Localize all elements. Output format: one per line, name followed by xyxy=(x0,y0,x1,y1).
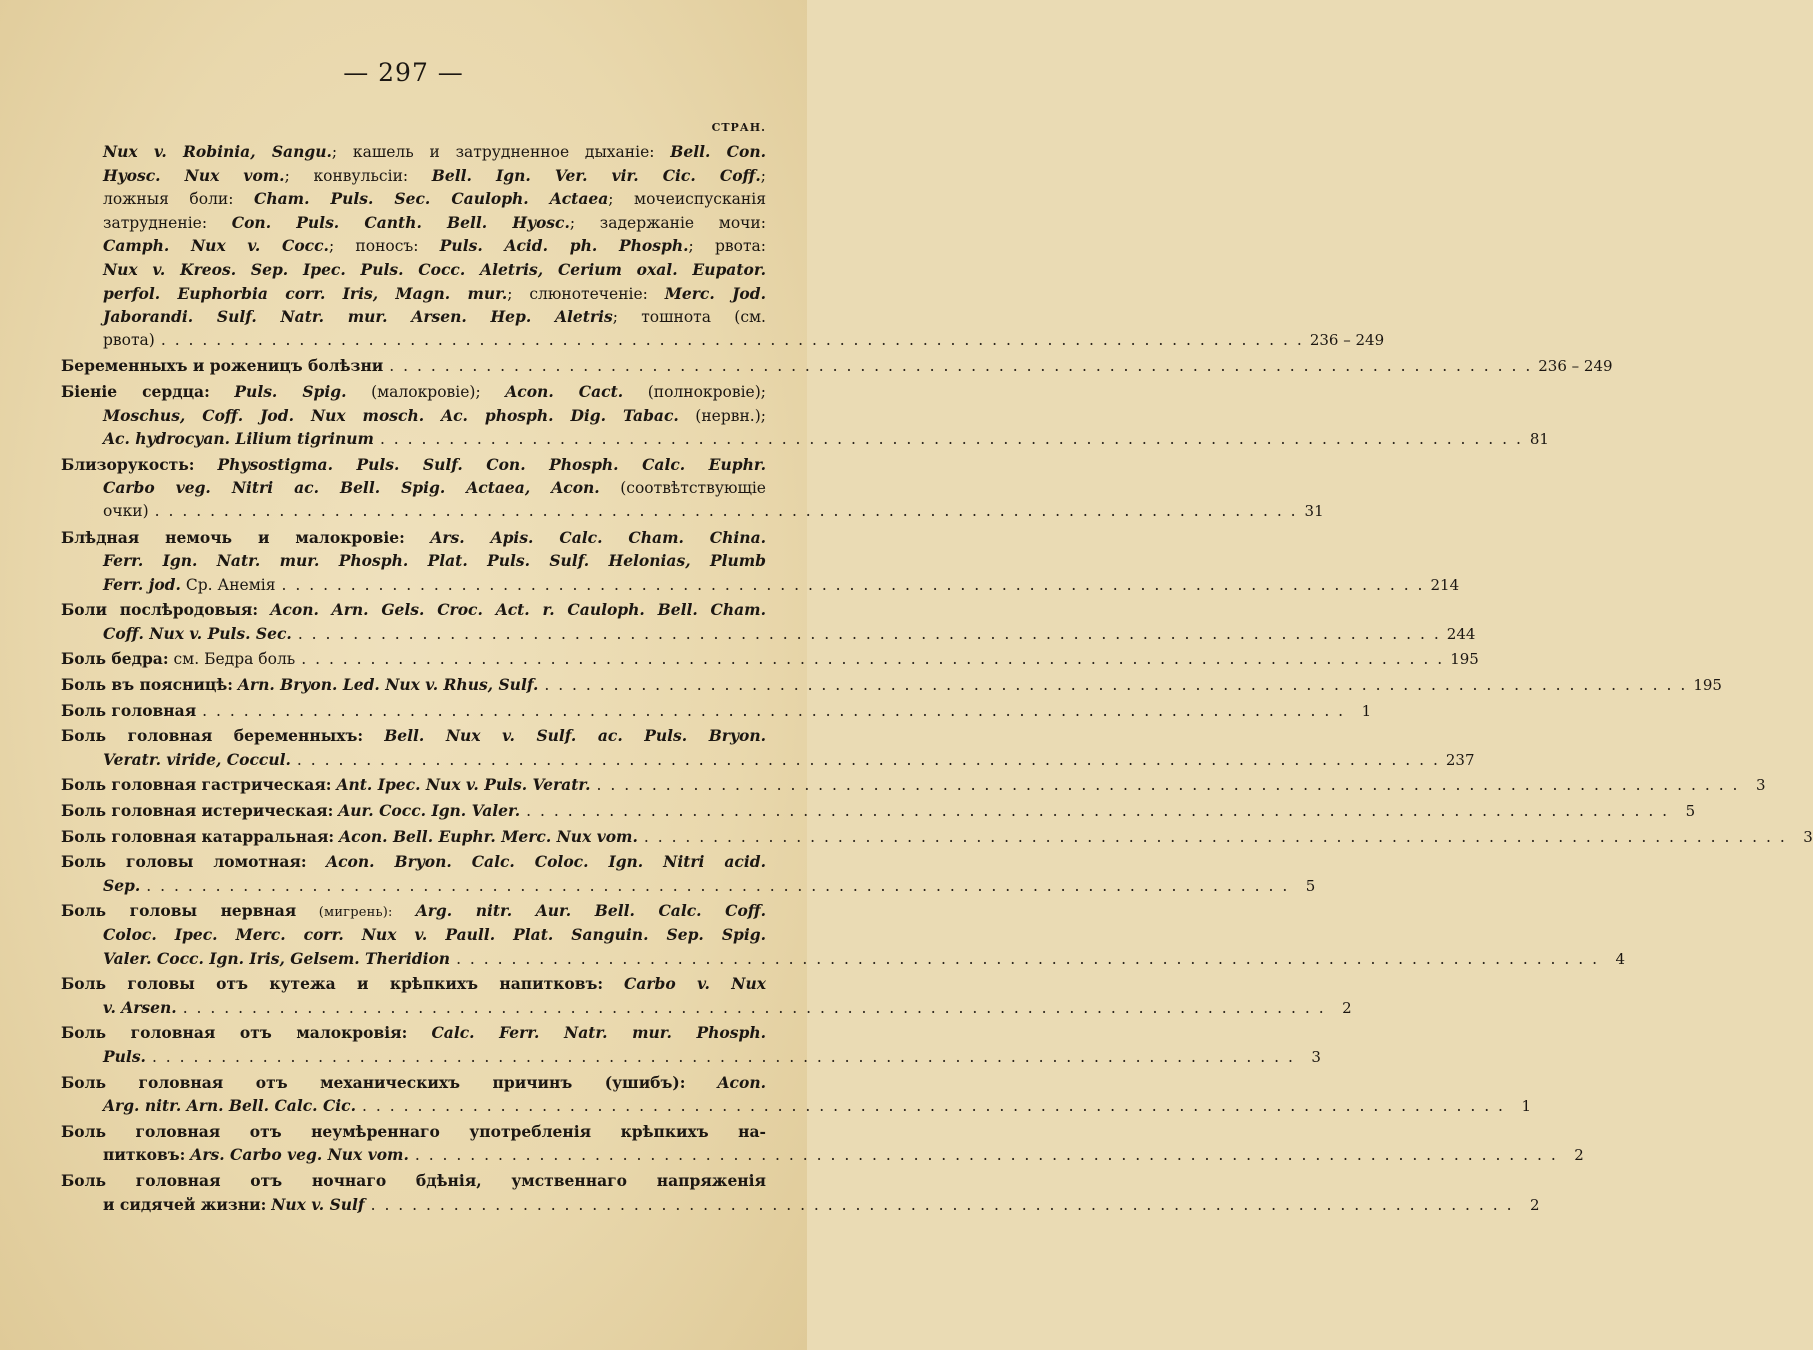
entry-remedies: Jaborandi. Sulf. Natr. mur. Arsen. Hep. Aletris; тошнота (см. xyxy=(103,307,766,327)
entry-text xyxy=(61,354,383,379)
entry-line xyxy=(61,282,766,306)
page-reference: 31 xyxy=(1304,501,1324,520)
entry-heading: Боль головы ломотная: xyxy=(61,852,307,872)
entry-heading: Боль головная истерическая: xyxy=(61,801,334,821)
page-reference: 5 xyxy=(1685,802,1696,821)
page-reference: 2 xyxy=(1342,998,1352,1017)
entry-text xyxy=(61,1169,766,1194)
entry-heading: и сидячей жизни: xyxy=(103,1194,267,1214)
entry-remedies: Moschus, Coff. Jod. Nux mosch. Ac. phosph. Dig. Tabac. (нервн.); xyxy=(103,405,766,425)
entry-text xyxy=(61,724,766,749)
entry-heading: Боль головная отъ малокровія: xyxy=(61,1023,408,1043)
entry-remedies: perfol. Euphorbia corr. Iris, Magn. mur.; слюнотеченіе: Merc. Jod. xyxy=(103,283,766,303)
page-reference: 236 – 249 xyxy=(1309,330,1385,349)
page-reference: 236 – 249 xyxy=(1538,357,1613,376)
dot-leader xyxy=(183,997,1326,1021)
page-reference: 2 xyxy=(1530,1195,1540,1214)
entry-line xyxy=(61,622,1476,646)
entry-remedies: Hyosc. Nux vom.; конвульсіи: Bell. Ign. Ver. vir. Cic. Coff.; xyxy=(103,165,767,185)
entry-line xyxy=(61,1021,766,1045)
entry-remedies: Puls. Spig. (малокровіе); Acon. Cact. (полнокровіе); xyxy=(234,381,766,401)
entry-text xyxy=(103,549,766,574)
entry-text xyxy=(103,748,291,773)
page-reference: 4 xyxy=(1615,949,1626,968)
entry-line xyxy=(61,799,1696,823)
index-entry xyxy=(61,647,1479,671)
dot-leader xyxy=(415,1144,1558,1168)
entry-heading: Боль головная отъ ночнаго бдѣнія, умственнаго напряженія xyxy=(61,1170,766,1190)
entry-remedies: ложныя боли: Cham. Puls. Sec. Cauloph. Actaea; мочеиспусканія xyxy=(103,189,766,209)
entry-line xyxy=(61,1045,1321,1069)
dot-leader xyxy=(544,674,1687,698)
page-reference: 237 xyxy=(1445,750,1475,769)
entry-line xyxy=(61,404,766,428)
entry-text xyxy=(103,1094,356,1119)
entry-text xyxy=(61,380,766,405)
entry-heading: Боль бедра: xyxy=(61,649,169,669)
index-entry xyxy=(61,598,1476,645)
entry-remedies: Camph. Nux v. Cocc.; поносъ: Puls. Acid. ph. Phosph.; рвота: xyxy=(103,236,766,256)
index-entry xyxy=(61,526,1460,597)
entry-line xyxy=(61,164,766,188)
page-reference: 214 xyxy=(1430,575,1460,594)
entry-remedies: Nux v. Sulf xyxy=(271,1194,365,1214)
entry-line xyxy=(61,234,766,258)
entry-remedies: v. Arsen. xyxy=(103,997,177,1017)
entry-heading: Близорукость: xyxy=(61,454,195,474)
entry-remedies: Carbo v. Nux xyxy=(624,974,766,994)
entry-heading: Боли послѣродовыя: xyxy=(61,600,259,620)
entry-heading: Беременныхъ и роженицъ болѣзни xyxy=(61,356,384,376)
entry-text xyxy=(103,1045,146,1070)
entry-line xyxy=(61,923,766,947)
entry-remedies: Acon. Bryon. Calc. Coloc. Ign. Nitri acid. xyxy=(326,852,766,872)
entry-heading: Блѣдная немочь и малокровіе: xyxy=(61,527,405,547)
entry-remedies: Ars. Apis. Calc. Cham. China. xyxy=(430,527,767,547)
entry-line xyxy=(61,427,1549,451)
entry-remedies: Calc. Ferr. Natr. mur. Phosph. xyxy=(431,1023,767,1043)
entry-text xyxy=(61,453,766,478)
index-entry xyxy=(61,773,1766,797)
entry-remedies: Coloc. Ipec. Merc. corr. Nux v. Paull. Plat. Sanguin. Sep. Spig. xyxy=(103,925,766,944)
dot-leader xyxy=(597,774,1740,798)
dot-leader xyxy=(152,1046,1295,1070)
entry-text xyxy=(61,673,538,698)
page-number: — 297 — xyxy=(343,58,464,87)
index-entry xyxy=(61,972,1352,1019)
entry-remedies: Acon. Bell. Euphr. Merc. Nux vom. xyxy=(339,826,638,846)
entry-text xyxy=(103,258,766,283)
entry-line xyxy=(61,1193,1540,1217)
entry-remedies: Carbo veg. Nitri ac. Bell. Spig. Actaea, Acon. (соотвѣтствующіе xyxy=(103,478,766,498)
entry-text xyxy=(103,427,374,452)
entry-remedies: рвота) xyxy=(103,330,155,349)
entry-text xyxy=(61,1021,766,1046)
entry-heading: Боль головная катарральная: xyxy=(61,826,335,846)
entry-line xyxy=(61,748,1475,772)
entry-heading: Боль головная гастрическая: xyxy=(61,775,332,795)
dot-leader xyxy=(297,749,1440,773)
dot-leader xyxy=(146,875,1289,899)
entry-text xyxy=(103,500,149,524)
entry-remedies: Physostigma. Puls. Sulf. Con. Phosph. Calc. Euphr. xyxy=(217,454,766,474)
dot-leader xyxy=(161,329,1304,353)
entry-remedies: Arn. Bryon. Led. Nux v. Rhus, Sulf. xyxy=(237,675,539,695)
entry-line xyxy=(61,996,1352,1020)
entry-line xyxy=(61,947,1626,971)
entry-text xyxy=(103,1193,365,1218)
entry-remedies: Coff. Nux v. Puls. Sec. xyxy=(103,623,292,643)
entry-heading: Боль въ поясницѣ: xyxy=(61,675,233,695)
entry-text xyxy=(103,164,766,189)
index-entry xyxy=(61,724,1475,771)
entry-text xyxy=(103,622,292,647)
entry-text xyxy=(61,850,766,875)
entry-remedies: Nux v. Kreos. Sep. Ipec. Puls. Cocc. Aletris, Cerium oxal. Eupator. xyxy=(103,259,766,279)
dot-leader xyxy=(298,623,1441,647)
entry-text xyxy=(103,140,766,165)
entry-line xyxy=(61,673,1722,697)
entry-remedies: Ars. Carbo veg. Nux vom. xyxy=(190,1145,409,1165)
entry-line xyxy=(61,573,1460,597)
entry-text xyxy=(103,874,140,899)
entry-remedies: Bell. Nux v. Sulf. ac. Puls. Bryon. xyxy=(384,726,766,746)
entry-text xyxy=(61,825,638,850)
entry-line xyxy=(61,211,766,235)
dot-leader xyxy=(456,948,1599,972)
page-reference: 244 xyxy=(1446,624,1476,643)
index-entry xyxy=(61,140,1385,352)
entry-text xyxy=(103,234,766,259)
entry-remedies: Aur. Cocc. Ign. Valer. xyxy=(338,801,521,821)
entry-line xyxy=(61,1071,766,1095)
entry-line xyxy=(61,380,766,404)
entry-text xyxy=(103,404,766,429)
entry-text xyxy=(103,996,177,1021)
page-reference: 3 xyxy=(1311,1047,1321,1066)
entry-text xyxy=(103,282,766,307)
entry-heading: Боль головная отъ неумѣреннаго употребленія крѣпкихъ на- xyxy=(61,1121,766,1141)
dot-leader xyxy=(644,826,1787,850)
entry-line xyxy=(61,1143,1584,1167)
entry-heading: Боль головная xyxy=(61,700,197,720)
index-entry xyxy=(61,1169,1540,1216)
dot-leader xyxy=(526,800,1669,824)
entry-text xyxy=(103,305,766,330)
entry-line xyxy=(61,500,1324,524)
entry-line xyxy=(61,258,766,282)
entry-heading: Боль головная беременныхъ: xyxy=(61,726,364,746)
entry-remedies: см. Бедра боль xyxy=(168,650,296,669)
entry-remedies: Arg. nitr. Aur. Bell. Calc. Coff. xyxy=(415,901,766,921)
entry-heading: Боль головы нервная xyxy=(61,901,297,921)
entry-note: (мигрень): xyxy=(296,905,393,921)
entry-remedies: Nux v. Robinia, Sangu.; кашель и затрудненное дыханіе: Bell. Con. xyxy=(103,142,767,161)
entry-line xyxy=(61,187,766,211)
entry-text xyxy=(61,526,766,551)
entry-text xyxy=(103,211,766,236)
page-column-header: СТРАН. xyxy=(711,121,766,134)
page-reference: 3 xyxy=(1755,776,1766,795)
dot-leader xyxy=(301,648,1444,672)
page-reference: 5 xyxy=(1305,876,1316,895)
entry-remedies: Veratr. viride, Coccul. xyxy=(103,749,291,769)
entry-line xyxy=(61,773,1766,797)
entry-line xyxy=(61,598,766,622)
index-entry xyxy=(61,673,1722,697)
index-entry xyxy=(61,899,1626,970)
entry-remedies: Arg. nitr. Arn. Bell. Calc. Cic. xyxy=(103,1096,357,1116)
dot-leader xyxy=(155,500,1298,524)
entry-text xyxy=(103,187,766,212)
index-entry xyxy=(61,380,1549,451)
entry-line xyxy=(61,140,766,164)
entry-remedies: Sep. xyxy=(103,875,141,895)
entry-line xyxy=(61,699,1372,723)
index-list xyxy=(61,140,1813,1218)
entry-text xyxy=(103,1143,409,1168)
entry-line xyxy=(61,305,766,329)
page-reference: 195 xyxy=(1693,676,1722,695)
entry-line xyxy=(61,850,766,874)
entry-text xyxy=(61,699,196,724)
entry-line xyxy=(61,549,766,573)
entry-remedies: Puls. xyxy=(103,1046,146,1066)
index-entry xyxy=(61,850,1316,897)
entry-text xyxy=(61,598,766,623)
entry-line xyxy=(61,526,766,550)
entry-remedies: затрудненіе: Con. Puls. Canth. Bell. Hyosc.; задержаніе мочи: xyxy=(103,212,766,232)
entry-remedies: Ac. hydrocyan. Lilium tigrinum xyxy=(103,429,374,449)
entry-remedies: Ant. Ipec. Nux v. Puls. Veratr. xyxy=(336,775,591,795)
entry-text xyxy=(61,773,591,798)
entry-text xyxy=(61,799,520,824)
entry-line xyxy=(61,647,1479,671)
entry-text xyxy=(103,947,450,972)
entry-text xyxy=(61,899,766,925)
dot-leader xyxy=(380,428,1523,452)
page-reference: 3 xyxy=(1803,827,1813,846)
entry-remedies: Acon. xyxy=(717,1072,766,1092)
entry-heading: питковъ: xyxy=(103,1145,186,1165)
index-entry xyxy=(61,799,1696,823)
page-reference: 1 xyxy=(1361,701,1372,720)
page-reference: 195 xyxy=(1450,650,1479,669)
entry-text xyxy=(61,1120,766,1145)
entry-text xyxy=(61,647,295,672)
entry-line xyxy=(61,874,1316,898)
entry-line xyxy=(61,1120,766,1144)
dot-leader xyxy=(282,574,1425,598)
entry-remedies: Acon. Arn. Gels. Croc. Act. r. Cauloph. Bell. Cham. xyxy=(270,600,766,620)
index-entry xyxy=(61,1071,1531,1118)
entry-line xyxy=(61,453,766,477)
entry-remedies: Ferr. jod. Ср. Анемія xyxy=(103,574,276,594)
entry-line xyxy=(61,972,766,996)
index-entry xyxy=(61,354,1613,378)
index-entry xyxy=(61,1120,1584,1167)
index-entry xyxy=(61,825,1813,849)
entry-line xyxy=(61,1094,1531,1118)
entry-line xyxy=(61,899,766,923)
dot-leader xyxy=(362,1095,1505,1119)
page-reference: 81 xyxy=(1529,430,1549,449)
entry-heading: Боль головы отъ кутежа и крѣпкихъ напитковъ: xyxy=(61,974,604,994)
entry-remedies: Valer. Cocc. Ign. Iris, Gelsem. Theridion xyxy=(103,948,451,968)
entry-text xyxy=(61,1071,766,1096)
entry-line xyxy=(61,354,1613,378)
index-entry xyxy=(61,699,1372,723)
entry-text xyxy=(103,573,276,598)
entry-line xyxy=(61,476,766,500)
dot-leader xyxy=(371,1194,1514,1218)
entry-heading: Боль головная отъ механическихъ причинъ (ушибъ): xyxy=(61,1072,686,1092)
entry-remedies: очки) xyxy=(103,501,149,520)
index-entry xyxy=(61,1021,1321,1068)
entry-text xyxy=(61,972,766,997)
page-reference: 1 xyxy=(1521,1097,1531,1116)
entry-line xyxy=(61,724,766,748)
dot-leader xyxy=(202,700,1345,724)
entry-remedies: Ferr. Ign. Natr. mur. Phosph. Plat. Puls. Sulf. Helonias, Plumb xyxy=(103,551,766,571)
dot-leader xyxy=(389,355,1532,379)
page-reference: 2 xyxy=(1574,1146,1584,1165)
entry-line xyxy=(61,1169,766,1193)
entry-line xyxy=(61,825,1813,849)
entry-text xyxy=(103,923,766,948)
entry-line xyxy=(61,329,1385,353)
index-entry xyxy=(61,453,1324,524)
entry-heading: Біеніе сердца: xyxy=(61,381,210,401)
entry-text xyxy=(103,476,766,501)
entry-text xyxy=(103,329,155,353)
